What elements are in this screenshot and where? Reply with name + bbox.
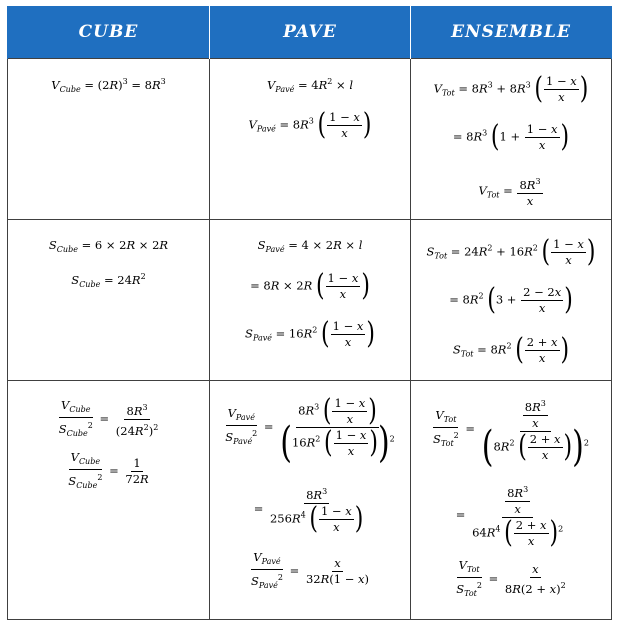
header-pave: PAVE	[210, 6, 411, 59]
ensemble-volume-formula-3: $V_{Tot}$ = $\frac{8R^3}{x}$	[478, 177, 541, 208]
ensemble-ratio-formula-3: $\frac{V_{Tot}}{S_{Tot}^2}$ = $\frac{x}{8R(2 + x)^2}$	[456, 558, 566, 598]
pave-ratio-formula-3: $\frac{V_{Pavé}}{S_{Pavé}^2}$ = $\frac{x}{32R(1 - x)}$	[250, 550, 370, 590]
pave-ratio-cell	[210, 381, 411, 620]
pave-ratio-formula-1: $\frac{V_{Pavé}}{S_{Pavé}^2}$ = $8R^3$ ( $\frac{1 - x}{x}$ ) ($16R^2$ ( $\frac{1 - x}{x}$ ))$^2$	[225, 393, 395, 468]
cube-ratio-formula-1: $\frac{V_{Cube}}{S_{Cube}^2}$ = $\frac{8R^3}{(24R^2)^2}$	[58, 398, 159, 438]
ensemble-surface-cell	[411, 220, 612, 381]
pave-volume-formula-1: $V_{Pavé} = 4R^2 \times l$	[266, 77, 354, 94]
cube-ratio-formula-2: $\frac{V_{Cube}}{S_{Cube}^2}$ = $\frac{1}{72R}$	[68, 450, 149, 490]
cube-surface-formula-1: $S_{Cube} = 6 \times 2R \times 2R$	[48, 238, 169, 254]
cube-volume-cell	[8, 59, 210, 220]
pave-surface-formula-3: $S_{Pavé} = 16R^2$ ( $\frac{1 - x}{x}$ )	[245, 316, 375, 351]
ratio-row	[8, 381, 612, 620]
ensemble-surface-formula-3: $S_{Tot} = 8R^2$ ( $\frac{2 + x}{x}$ )	[452, 332, 570, 367]
pave-surface-formula-1: $S_{Pavé} = 4 \times 2R \times l$	[257, 238, 363, 254]
pave-volume-cell	[210, 59, 411, 220]
pave-surface-formula-2: = 8R × 2R ( $\frac{1 - x}{x}$ )	[250, 268, 370, 303]
header-ensemble: ENSEMBLE	[411, 6, 612, 59]
cube-surface-formula-2: $S_{Cube} = 24R^2$	[71, 272, 146, 289]
ensemble-volume-cell	[411, 59, 612, 220]
ensemble-volume-formula-1: $V_{Tot} = 8R^3 + 8R^3$ ( $\frac{1 - x}{x}$ )	[433, 71, 589, 106]
cube-ratio-cell	[8, 381, 210, 620]
cube-volume-formula: $V_{Cube} = (2R)^3 = 8R^3$	[51, 77, 166, 94]
header-row	[8, 6, 612, 59]
comparison-table	[7, 6, 612, 620]
header-cube: CUBE	[8, 6, 210, 59]
volume-row	[8, 59, 612, 220]
ensemble-surface-formula-2: = $8R^2$ (3 + $\frac{2 - 2x}{x}$ )	[449, 282, 573, 317]
cube-surface-cell	[8, 220, 210, 381]
ensemble-ratio-formula-2: = $\frac{8R^3}{x}$ $64R^4$ ( $\frac{2 + x}{x}$ )$^2$	[455, 485, 564, 550]
ensemble-ratio-formula-1: $\frac{V_{Tot}}{S_{Tot}^2}$ = $\frac{8R^3}{x}$ ($8R^2$ ( $\frac{2 + x}{x}$ ))$^2$	[433, 399, 589, 472]
pave-ratio-formula-2: = $8R^3$ $256R^4$ ( $\frac{1 - x}{x}$ )	[253, 487, 364, 536]
pave-surface-cell	[210, 220, 411, 381]
ensemble-volume-formula-2: = $8R^3$ (1 + $\frac{1 - x}{x}$ )	[452, 119, 570, 154]
surface-row	[8, 220, 612, 381]
pave-volume-formula-2: $V_{Pavé} = 8R^3$ ( $\frac{1 - x}{x}$ )	[248, 107, 372, 142]
ensemble-ratio-cell	[411, 381, 612, 620]
ensemble-surface-formula-1: $S_{Tot} = 24R^2 + 16R^2$ ( $\frac{1 - x}{x}$ )	[426, 234, 596, 269]
